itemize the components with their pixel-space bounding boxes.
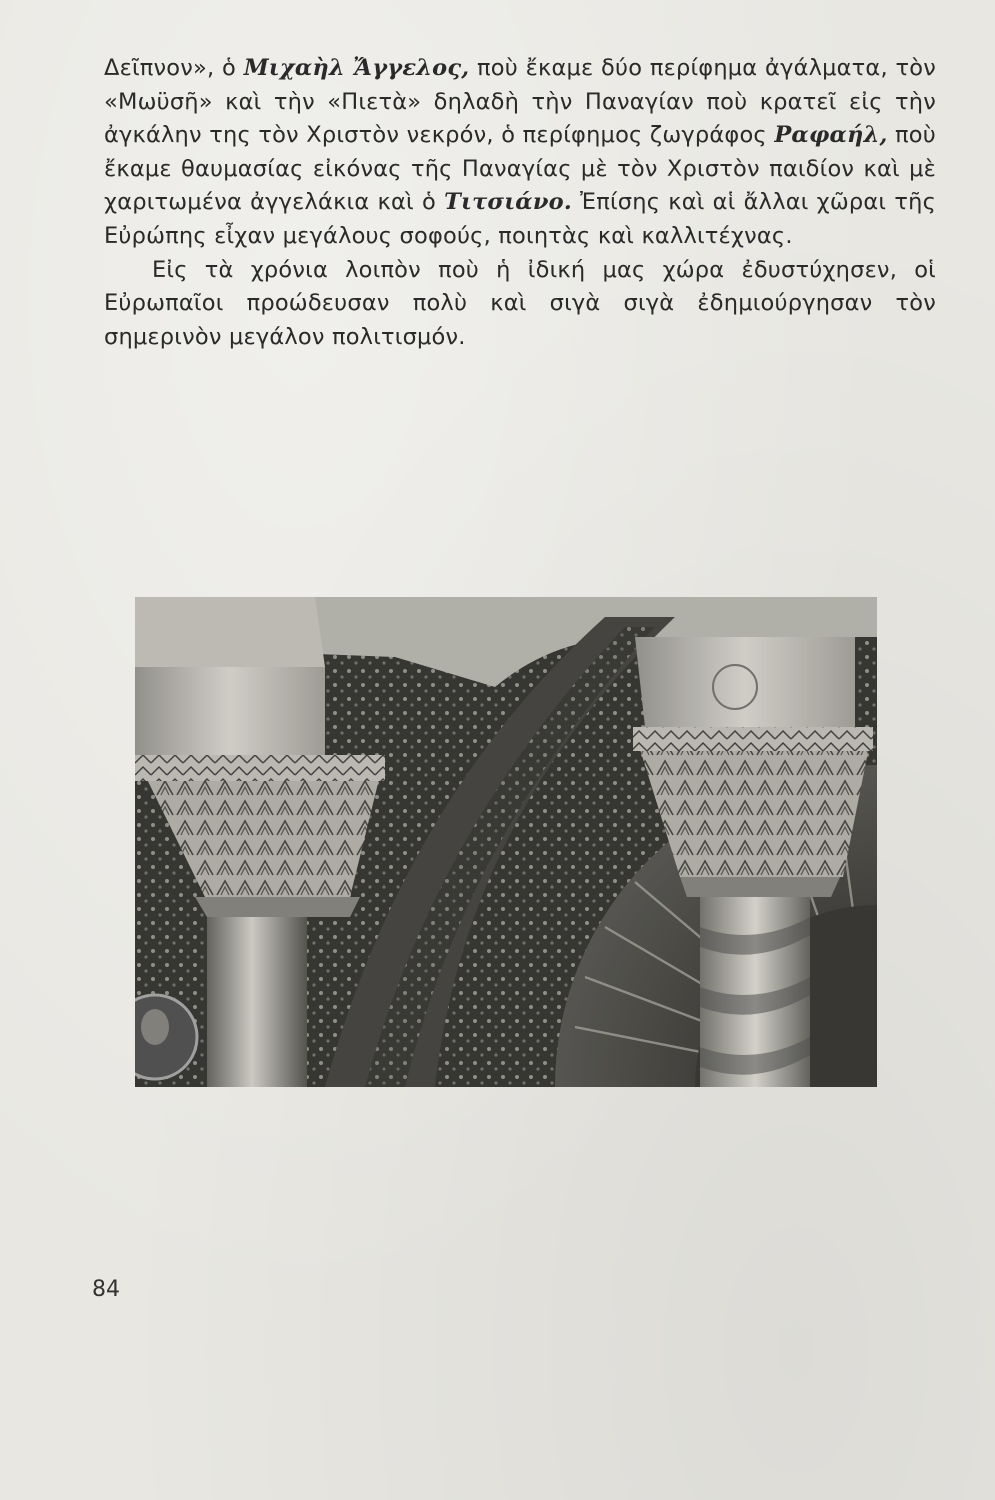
paragraph-1-text-d: Ἐπίσης καὶ αἱ ἄλλαι χῶραι τῆς Εὐρώπης εἶχαν μεγάλους σοφούς, ποιητὰς καὶ καλλιτέχνας. — [104, 189, 936, 249]
paragraph-1-text-b: ποὺ ἔκαμε δύο περίφημα ἀγάλματα, τὸν «Μωϋσῆ» καὶ τὴν «Πιετὰ» δηλαδὴ τὴν Παναγίαν ποὺ κρατεῖ εἰς τὴν ἀγκάλην της τὸν Χριστὸν νεκρόν, ὁ περίφημος ζωγράφος — [104, 55, 936, 149]
name-michelangelo: Μιχαὴλ Ἄγγελος, — [243, 55, 470, 81]
body-text — [104, 52, 936, 354]
name-titian: Τιτσιάνο. — [444, 189, 572, 216]
mosaic-photograph — [135, 597, 877, 1087]
name-raphael: Ραφαήλ, — [774, 122, 888, 149]
paragraph-2: Εἰς τὰ χρόνια λοιπὸν ποὺ ἡ ἰδική μας χώρα ἐδυστύχησεν, οἱ Εὐρωπαῖοι προώδευσαν πολὺ καὶ σιγὰ σιγὰ ἐδημιούργησαν τὸν σημερινὸν μεγάλον πολιτισμόν. — [104, 256, 936, 350]
mosaic-columns-illustration — [135, 597, 877, 1087]
paragraph-1-text-a: Δεῖπνον», ὁ — [104, 55, 244, 81]
paragraph-1-text-c: ποὺ ἔκαμε θαυμασίας εἰκόνας τῆς Παναγίας μὲ τὸν Χριστὸν παιδίον καὶ μὲ χαριτωμένα ἀγγελάκια καὶ ὁ — [104, 122, 936, 216]
page-number: 84 — [92, 1277, 120, 1302]
paragraph-1 — [104, 52, 936, 254]
